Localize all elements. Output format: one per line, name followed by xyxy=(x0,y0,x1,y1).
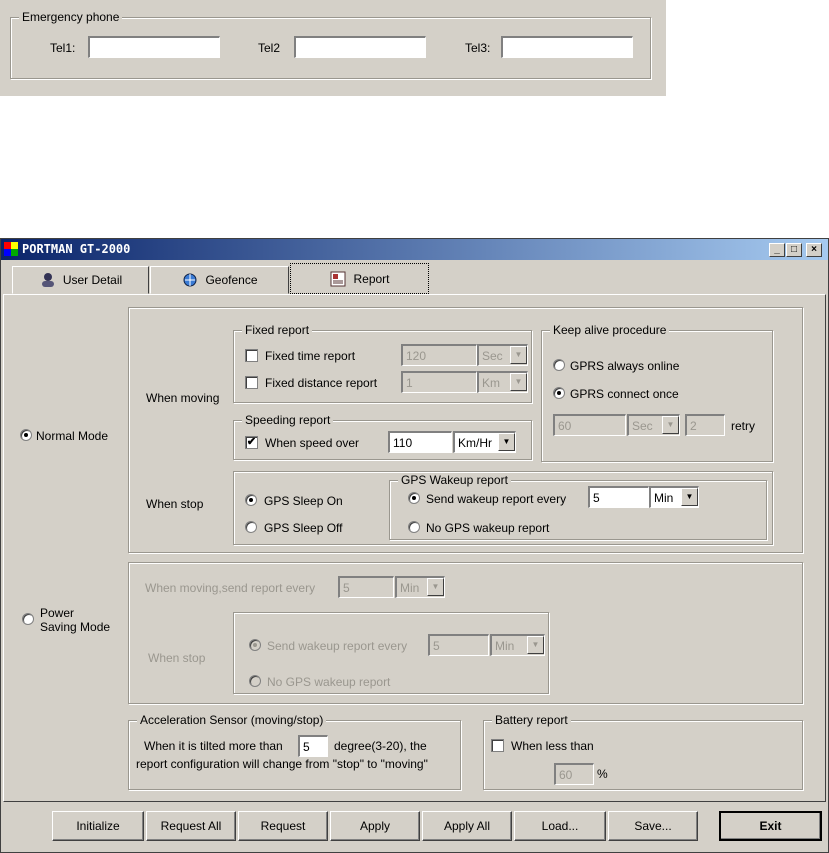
tab-report-label: Report xyxy=(353,271,390,286)
send-wakeup-label: Send wakeup report every xyxy=(426,492,567,506)
report-icon xyxy=(329,271,347,287)
tel3-label: Tel3: xyxy=(465,41,491,55)
tel2-input[interactable] xyxy=(294,36,426,58)
normal-mode-radio[interactable] xyxy=(20,429,32,441)
power-saving-radio[interactable] xyxy=(22,613,34,625)
speeding-report-title: Speeding report xyxy=(242,413,333,427)
battery-unit: % xyxy=(597,767,608,781)
apply-button[interactable]: Apply xyxy=(330,811,420,841)
keep-alive-unit-select[interactable] xyxy=(627,414,680,436)
acceleration-line1-a: When it is tilted more than xyxy=(144,739,283,753)
keep-alive-title: Keep alive procedure xyxy=(550,323,669,337)
chevron-down-icon: ▼ xyxy=(498,433,515,451)
request-button[interactable]: Request xyxy=(238,811,328,841)
retry-label: retry xyxy=(731,419,755,433)
fixed-distance-label: Fixed distance report xyxy=(265,376,378,390)
when-stop-label: When stop xyxy=(146,497,204,511)
speeding-unit-select[interactable] xyxy=(453,431,516,453)
power-moving-input[interactable]: 5 xyxy=(338,576,394,598)
power-saving-label-1: Power xyxy=(40,606,75,620)
chevron-down-icon: ▼ xyxy=(510,373,527,391)
send-wakeup-unit-value: Min xyxy=(654,491,674,505)
speeding-label: When speed over xyxy=(265,436,360,450)
power-saving-label-2: Saving Mode xyxy=(40,620,111,634)
power-when-stop-label: When stop xyxy=(148,651,206,665)
globe-icon xyxy=(181,272,199,288)
power-moving-unit-value: Min xyxy=(400,581,420,595)
battery-title: Battery report xyxy=(492,713,571,727)
gprs-online-label: GPRS always online xyxy=(570,359,680,373)
tab-report[interactable] xyxy=(290,263,429,294)
no-wakeup-label: No GPS wakeup report xyxy=(426,521,550,535)
fixed-distance-checkbox[interactable] xyxy=(245,376,258,389)
chevron-down-icon: ▼ xyxy=(527,636,544,654)
power-send-wakeup-input[interactable]: 5 xyxy=(428,634,489,656)
acceleration-group xyxy=(128,713,461,790)
fixed-distance-unit-value: Km xyxy=(482,376,500,390)
acceleration-line2: report configuration will change from "stop" to "moving" xyxy=(136,757,428,771)
tab-user-detail[interactable] xyxy=(12,266,149,294)
send-wakeup-unit-select[interactable] xyxy=(649,486,699,508)
chevron-down-icon: ▼ xyxy=(662,416,679,434)
battery-checkbox[interactable] xyxy=(491,739,504,752)
power-send-wakeup-radio[interactable] xyxy=(249,639,261,651)
exit-button[interactable]: Exit xyxy=(719,811,822,841)
no-wakeup-radio[interactable] xyxy=(408,521,420,533)
tel3-input[interactable] xyxy=(501,36,633,58)
load-button[interactable]: Load... xyxy=(514,811,606,841)
close-button[interactable]: × xyxy=(806,243,822,257)
chevron-down-icon: ▼ xyxy=(510,346,527,364)
gprs-online-radio[interactable] xyxy=(553,359,565,371)
app-icon xyxy=(4,242,18,256)
gps-sleep-off-label: GPS Sleep Off xyxy=(264,521,343,535)
fixed-report-title: Fixed report xyxy=(242,323,312,337)
fixed-distance-unit-select[interactable] xyxy=(477,371,528,393)
minimize-button[interactable]: _ xyxy=(769,243,785,257)
save-button[interactable]: Save... xyxy=(608,811,698,841)
normal-mode-label: Normal Mode xyxy=(36,429,109,443)
retry-input[interactable]: 2 xyxy=(685,414,725,436)
gps-sleep-on-radio[interactable] xyxy=(245,494,257,506)
keep-alive-input[interactable]: 60 xyxy=(553,414,626,436)
tel2-label: Tel2 xyxy=(258,41,281,55)
speeding-input[interactable]: 110 xyxy=(388,431,452,453)
fixed-time-checkbox[interactable] xyxy=(245,349,258,362)
tel1-label: Tel1: xyxy=(50,41,76,55)
fixed-time-unit-select[interactable] xyxy=(477,344,528,366)
apply-all-button[interactable]: Apply All xyxy=(422,811,512,841)
power-moving-unit-select[interactable] xyxy=(395,576,445,598)
maximize-button[interactable]: □ xyxy=(786,243,802,257)
emergency-phone-title: Emergency phone xyxy=(19,10,122,24)
tab-geofence-label: Geofence xyxy=(205,273,258,287)
tab-geofence[interactable] xyxy=(150,266,289,294)
power-send-wakeup-unit-value: Min xyxy=(495,639,515,653)
gprs-once-label: GPRS connect once xyxy=(570,387,679,401)
fixed-distance-input[interactable]: 1 xyxy=(401,371,477,393)
initialize-button[interactable]: Initialize xyxy=(52,811,144,841)
speeding-checkbox[interactable]: ✔ xyxy=(246,436,257,448)
window-title: PORTMAN GT-2000 xyxy=(22,242,131,256)
acceleration-degree-input[interactable]: 5 xyxy=(298,735,328,757)
request-all-button[interactable]: Request All xyxy=(146,811,236,841)
battery-label: When less than xyxy=(511,739,594,753)
chevron-down-icon: ▼ xyxy=(681,488,698,506)
power-no-wakeup-label: No GPS wakeup report xyxy=(267,675,391,689)
gps-wakeup-title: GPS Wakeup report xyxy=(398,473,511,487)
battery-input[interactable]: 60 xyxy=(554,763,594,785)
battery-group xyxy=(483,713,803,790)
gps-sleep-on-label: GPS Sleep On xyxy=(264,494,343,508)
chevron-down-icon: ▼ xyxy=(427,578,444,596)
acceleration-line1-b: degree(3-20), the xyxy=(334,739,427,753)
power-moving-label: When moving,send report every xyxy=(145,581,316,595)
send-wakeup-radio[interactable] xyxy=(408,492,420,504)
send-wakeup-input[interactable]: 5 xyxy=(588,486,649,508)
speeding-unit-value: Km/Hr xyxy=(458,436,492,450)
when-moving-label: When moving xyxy=(146,391,220,405)
acceleration-title: Acceleration Sensor (moving/stop) xyxy=(137,713,326,727)
power-send-wakeup-unit-select[interactable] xyxy=(490,634,545,656)
fixed-time-unit-value: Sec xyxy=(482,349,503,363)
gps-sleep-off-radio[interactable] xyxy=(245,521,257,533)
fixed-time-label: Fixed time report xyxy=(265,349,356,363)
power-send-wakeup-label: Send wakeup report every xyxy=(267,639,408,653)
user-icon xyxy=(39,272,57,288)
tel1-input[interactable] xyxy=(88,36,220,58)
gprs-once-radio[interactable] xyxy=(553,387,565,399)
fixed-time-input[interactable]: 120 xyxy=(401,344,477,366)
tab-user-detail-label: User Detail xyxy=(62,273,123,287)
keep-alive-unit-value: Sec xyxy=(632,419,653,433)
power-no-wakeup-radio[interactable] xyxy=(249,675,261,687)
